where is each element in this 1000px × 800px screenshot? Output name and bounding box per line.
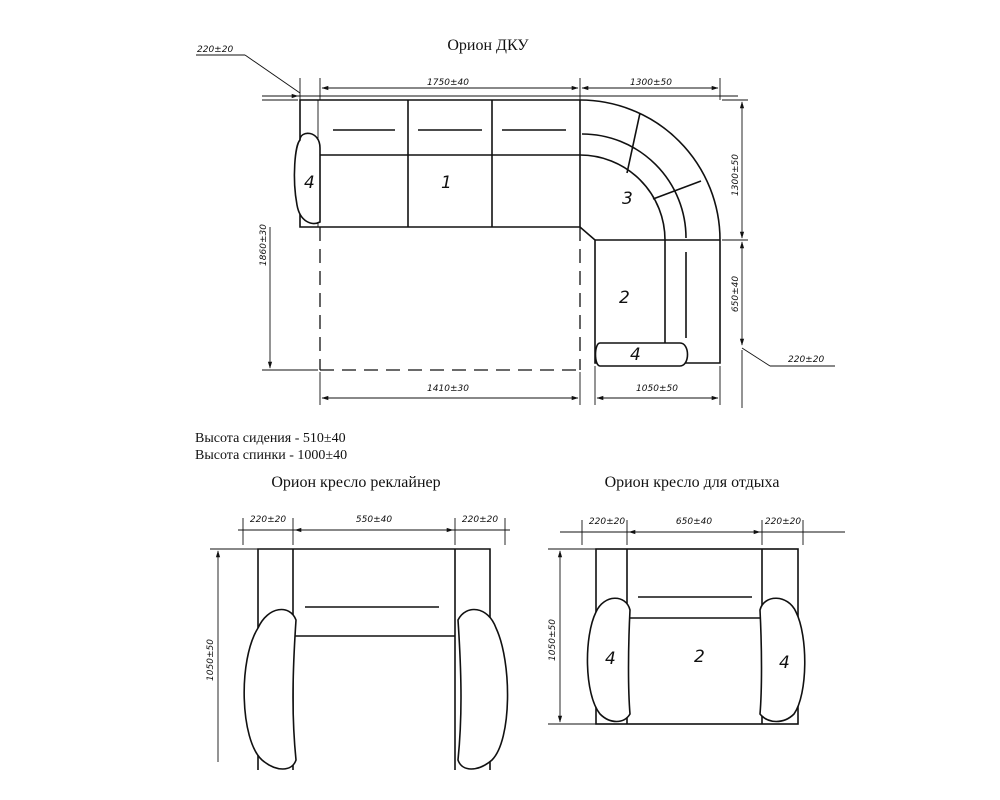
lounge-module-label-4-left: 4 (605, 649, 616, 669)
main-title: Орион ДКУ (447, 37, 529, 54)
dim-1750: 1750±40 (427, 78, 469, 88)
module-label-3: 3 (622, 189, 633, 209)
dim-1860: 1860±30 (259, 224, 269, 266)
lounge-module-label-4-right: 4 (779, 653, 790, 673)
leader-line (245, 55, 300, 93)
armrest-bottom (596, 343, 688, 366)
sofa-outer-outline (300, 100, 720, 363)
dim-220-topleft: 220±20 (197, 45, 234, 55)
dim-1300-top: 1300±50 (630, 78, 672, 88)
dim-1300-right: 1300±50 (731, 154, 741, 196)
dim-650: 650±40 (731, 275, 741, 313)
dim-1050-main: 1050±50 (636, 384, 678, 394)
module-label-2: 2 (619, 288, 630, 308)
lounge-dim-depth: 1050±50 (548, 619, 558, 661)
recliner-drawing (206, 474, 510, 770)
lounge-dim-right: 220±20 (764, 517, 802, 527)
seat-height-note: Высота сидения - 510±40 (195, 431, 346, 446)
recliner-armrest-left (244, 610, 296, 769)
corner-divider (627, 113, 640, 173)
recliner-dim-depth: 1050±50 (206, 639, 216, 681)
lounge-dim-left: 220±20 (588, 517, 626, 527)
lounge-dim-middle: 650±40 (675, 517, 713, 527)
module-label-1: 1 (441, 173, 452, 193)
dim-220-bottomright: 220±20 (788, 355, 825, 365)
back-height-note: Высота спинки - 1000±40 (195, 448, 348, 463)
recliner-armrest-right (458, 610, 508, 769)
recliner-dim-left: 220±20 (249, 515, 287, 525)
corner-sofa-drawing (196, 37, 835, 408)
recliner-dim-right: 220±20 (461, 515, 499, 525)
recliner-dim-middle: 550±40 (355, 515, 393, 525)
lounge-chair-drawing (548, 474, 845, 724)
dim-1410: 1410±30 (427, 384, 469, 394)
lounge-chair-title: Орион кресло для отдыха (604, 474, 780, 491)
height-notes (195, 431, 347, 463)
module-label-4-left: 4 (304, 173, 315, 193)
leader-line (742, 348, 770, 366)
module-label-4-bottom: 4 (630, 345, 641, 365)
corner-cushion-line (582, 134, 686, 238)
lounge-module-label-2: 2 (694, 647, 705, 667)
recliner-title: Орион кресло реклайнер (271, 474, 441, 491)
